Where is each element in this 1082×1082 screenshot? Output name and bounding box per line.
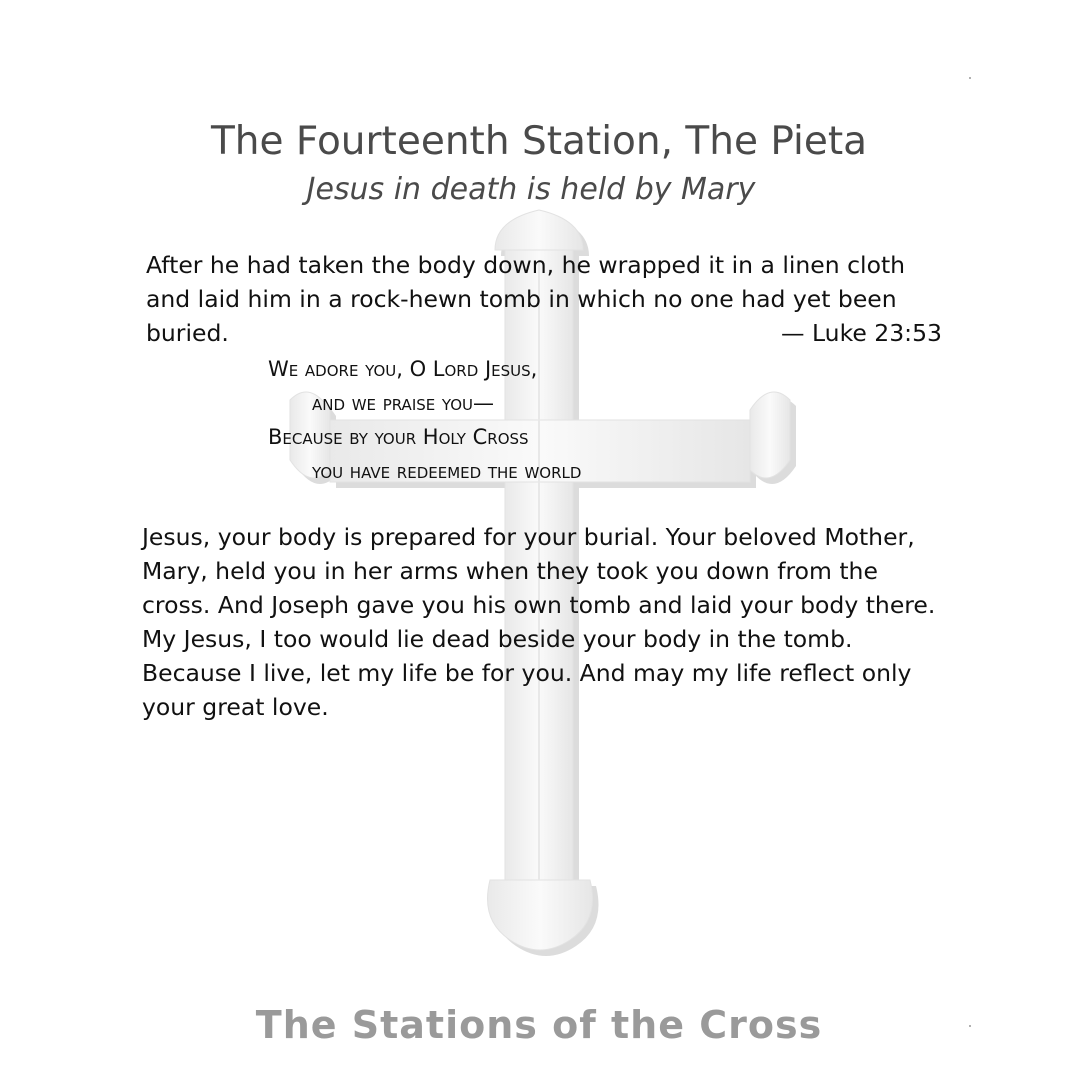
prayer-line: and we praise you— — [312, 391, 495, 415]
prayer-line: We adore you, O Lord Jesus, — [268, 357, 538, 381]
corner-dot — [969, 77, 971, 79]
corner-dot — [969, 1025, 971, 1027]
meditation-text: Jesus, your body is prepared for your burial. Your beloved Mother, Mary, held you in her arms when they took you down from the cross. And Joseph gave you his own tomb and laid your body there. My Jesus, I too would lie dead beside your body in the tomb. Because I live, let my life be for you. And may my life reflect only your great love. — [142, 523, 936, 721]
prayer-block — [268, 352, 581, 488]
scripture-reference: — Luke 23:53 — [781, 319, 942, 347]
scripture-passage: After he had taken the body down, he wrapped it in a linen cloth and laid him in a rock-hewn tomb in which no one had yet been buried. — [146, 251, 906, 347]
prayer-line: you have redeemed the world — [312, 459, 582, 483]
page-subtitle: Jesus in death is held by Mary — [306, 172, 756, 207]
series-title: The Stations of the Cross — [255, 1003, 823, 1047]
prayer-line: Because by your Holy Cross — [268, 425, 529, 449]
page-title: The Fourteenth Station, The Pieta — [210, 119, 868, 164]
